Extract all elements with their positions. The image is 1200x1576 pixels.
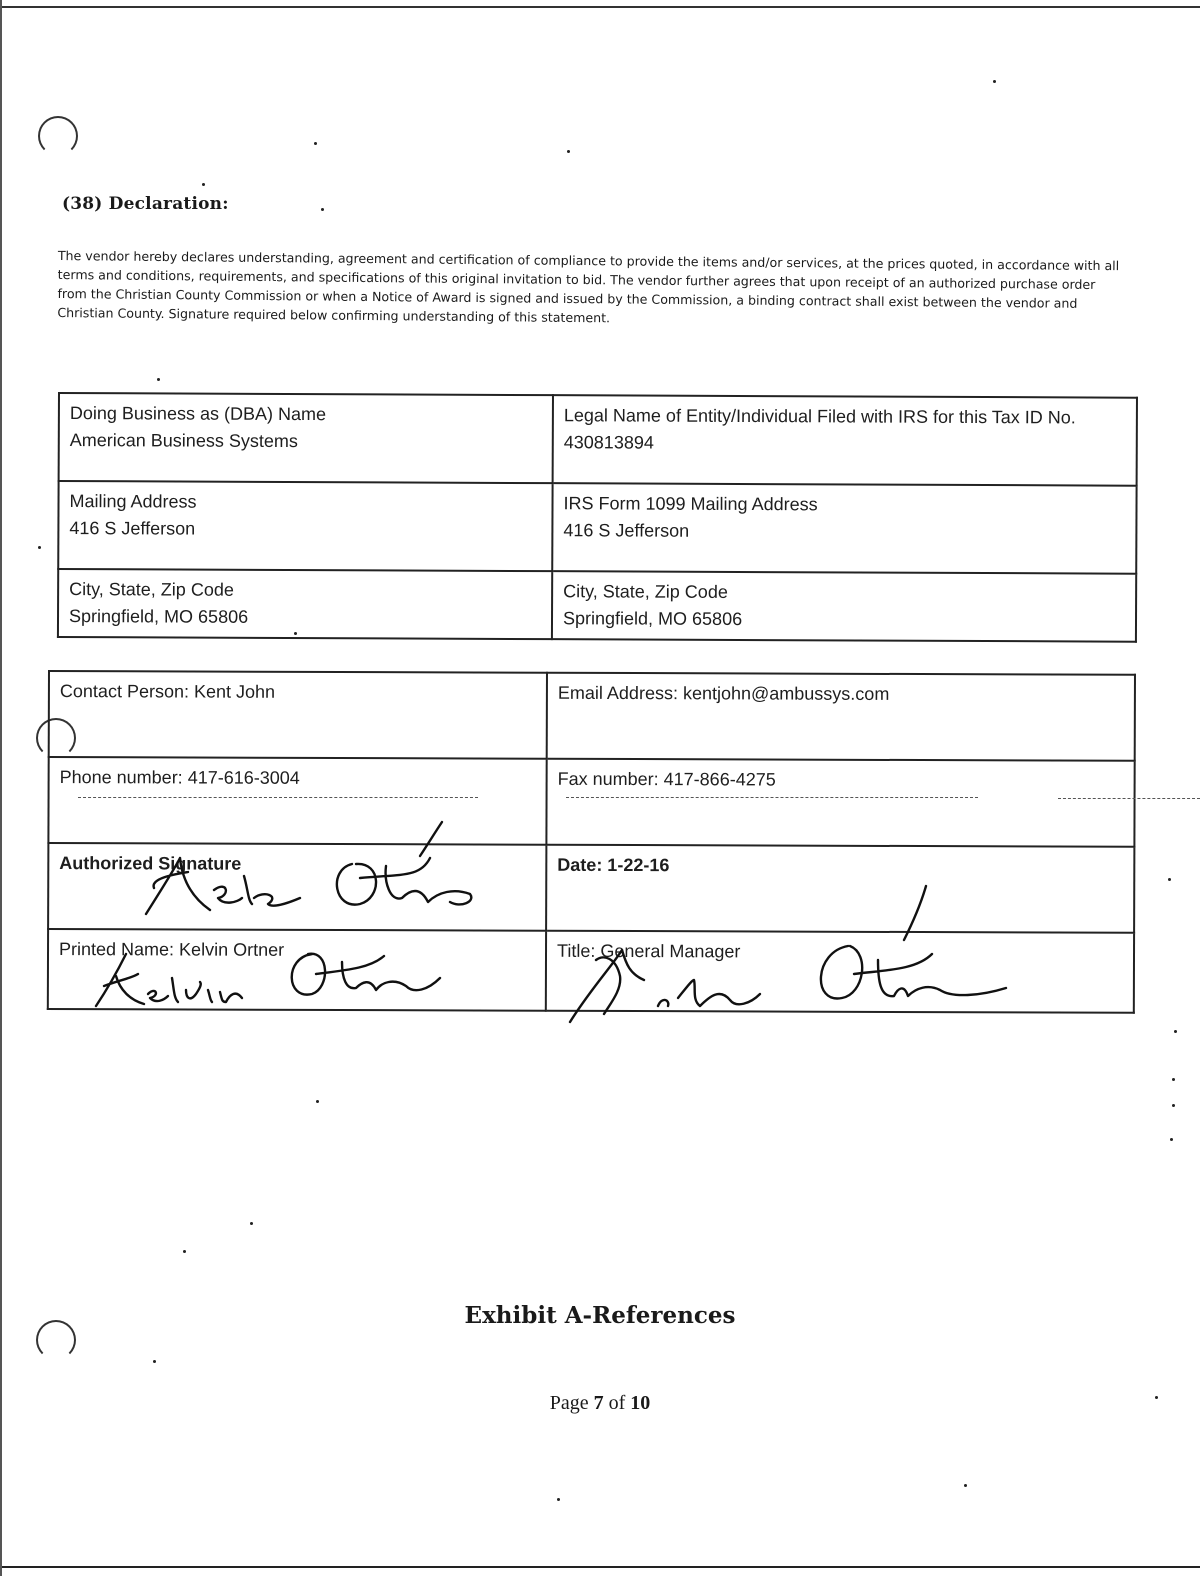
scan-speck xyxy=(557,1498,560,1501)
scan-speck xyxy=(316,1100,319,1103)
dba-value: American Business Systems xyxy=(69,430,298,452)
irs-mailing-address-label: IRS Form 1099 Mailing Address xyxy=(563,493,818,515)
scan-speck xyxy=(250,1222,253,1225)
title-signature-image xyxy=(560,880,1020,1040)
irs-city-state-zip-value: Springfield, MO 65806 xyxy=(562,608,743,629)
dba-cell xyxy=(59,393,553,483)
fax-cell xyxy=(546,759,1134,847)
scan-border-top xyxy=(0,6,1200,8)
scan-border-bottom xyxy=(0,1566,1200,1568)
mailing-address-cell xyxy=(58,481,552,571)
scan-speck xyxy=(1172,1104,1175,1107)
dashed-guide-line xyxy=(1058,798,1200,799)
irs-mailing-address-value: 416 S Jefferson xyxy=(563,520,690,541)
page-number xyxy=(0,1392,1200,1415)
city-state-zip-label: City, State, Zip Code xyxy=(69,579,234,600)
scan-speck xyxy=(1174,1030,1177,1033)
vendor-info-table xyxy=(57,392,1138,643)
irs-city-state-zip-cell xyxy=(552,571,1136,642)
legal-name-cell xyxy=(553,395,1137,486)
authorized-signature-image xyxy=(120,818,500,928)
page-total: 10 xyxy=(630,1392,651,1414)
page-current: 7 xyxy=(593,1392,604,1414)
dashed-guide-line xyxy=(566,797,978,798)
authorized-signature-label: Authorized Signature xyxy=(59,853,242,874)
fax-field: Fax number: 417-866-4275 xyxy=(557,768,776,790)
declaration-text: The vendor hereby declares understanding, agreement and certification of compliance to provide the items and/or services, at the prices quoted, in accordance with all terms and conditions, requirements, and specifications of this original invitation to bid. The vendor further agrees that upon receipt of an authorized purchase order from the Christian County Commission or when a Notice of Award is signed and issued by the Commission, a binding contract shall exist between the vendor and Christian County. Signature required below confirming understanding of this statement. xyxy=(57,247,1120,326)
scan-speck xyxy=(38,546,41,549)
dashed-guide-line xyxy=(78,797,478,798)
scan-speck xyxy=(183,1250,186,1253)
scan-speck xyxy=(157,378,160,381)
scan-speck xyxy=(993,80,996,83)
mailing-address-label: Mailing Address xyxy=(69,491,197,512)
phone-field: Phone number: 417-616-3004 xyxy=(59,767,300,788)
contact-person-field: Contact Person: Kent John xyxy=(59,681,276,702)
printed-name-signature-image xyxy=(80,934,460,1014)
scan-border-left xyxy=(0,0,2,1576)
page-prefix: Page xyxy=(549,1392,594,1414)
scan-speck xyxy=(1168,878,1171,881)
date-field: Date: 1-22-16 xyxy=(557,854,670,876)
scan-speck xyxy=(1172,1078,1175,1081)
page-of: of xyxy=(603,1392,631,1414)
declaration-heading: (38) Declaration: xyxy=(62,194,229,214)
scan-speck xyxy=(314,142,317,145)
punch-hole-icon xyxy=(38,116,78,156)
mailing-address-value: 416 S Jefferson xyxy=(69,518,196,539)
email-cell xyxy=(547,673,1135,761)
email-field: Email Address: kentjohn@ambussys.com xyxy=(557,682,890,704)
scan-speck xyxy=(964,1484,967,1487)
scan-speck xyxy=(567,150,570,153)
contact-person-cell xyxy=(49,671,547,759)
dba-label: Doing Business as (DBA) Name xyxy=(69,403,327,425)
title-field: Title: General Manager xyxy=(556,940,741,962)
city-state-zip-cell xyxy=(58,569,552,639)
irs-city-state-zip-label: City, State, Zip Code xyxy=(563,581,728,602)
exhibit-title: Exhibit A-References xyxy=(464,1302,736,1329)
scan-speck xyxy=(202,183,205,186)
city-state-zip-value: Springfield, MO 65806 xyxy=(68,606,249,627)
scan-speck xyxy=(321,208,324,211)
legal-name-label: Legal Name of Entity/Individual Filed with IRS for this Tax ID No. 430813894 xyxy=(563,405,1076,453)
scan-speck xyxy=(1170,1138,1173,1141)
scan-speck xyxy=(153,1360,156,1363)
irs-mailing-address-cell xyxy=(552,483,1136,574)
printed-name-field: Printed Name: Kelvin Ortner xyxy=(58,939,285,960)
